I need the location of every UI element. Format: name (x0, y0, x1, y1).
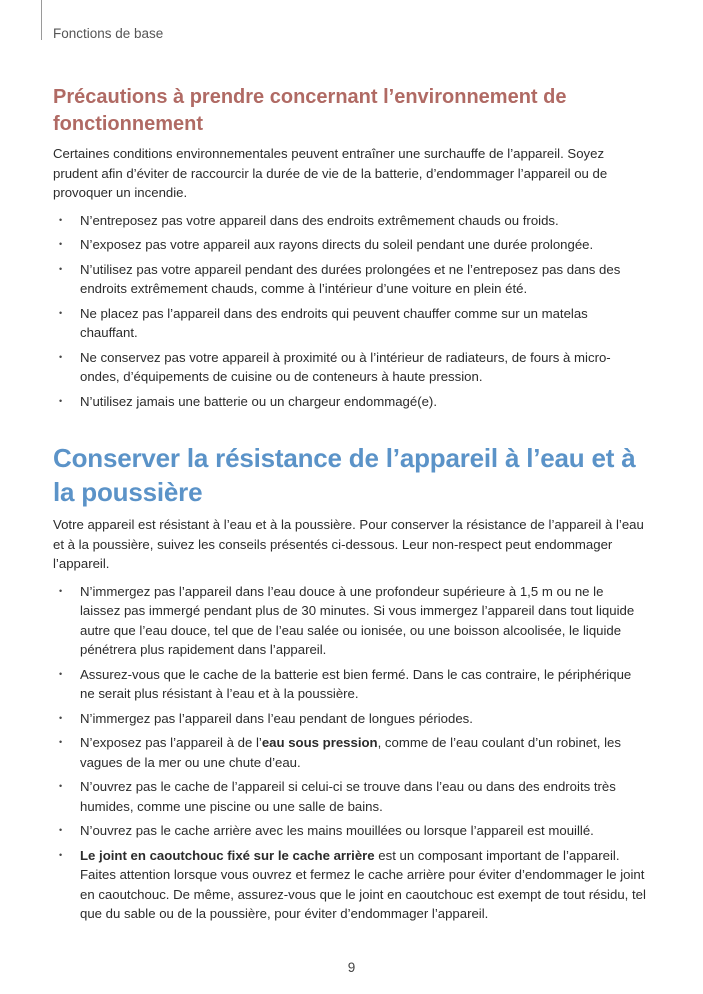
list-item: • Ne placez pas l’appareil dans des endroits qui peuvent chauffer comme sur un matelas chauffant. (53, 304, 647, 343)
section-intro-water-resistance: Votre appareil est résistant à l’eau et à la poussière. Pour conserver la résistance de l’appareil à l’eau et à la poussière, suivez les conseils présentés ci-dessous. Leur non-respect peut endommager l’appareil. (53, 517, 644, 571)
list-item: • N’utilisez jamais une batterie ou un chargeur endommagé(e). (53, 392, 647, 412)
section-title-precautions: Précautions à prendre concernant l’environnement de fonctionnement (53, 86, 567, 135)
item-emphasis: Le joint en caoutchouc fixé sur le cache arrière (80, 847, 375, 863)
water-resistance-list (53, 582, 647, 924)
page-content (53, 84, 647, 929)
list-item: • N’exposez pas votre appareil aux rayons directs du soleil pendant une durée prolongée. (53, 235, 647, 255)
section-header: Fonctions de base (53, 26, 164, 41)
list-item: • N’ouvrez pas le cache arrière avec les mains mouillées ou lorsque l’appareil est mouillé. (53, 821, 647, 841)
header-rule (41, 0, 42, 40)
precautions-list (53, 211, 647, 412)
item-text: est un composant important de l’appareil. Faites attention lorsque vous ouvrez et fermez le cache arrière pour éviter d’endommager le joint en caoutchouc. De même, assurez-vous que le joint en caoutchouc est exempt de tout résidu, tel que du sable ou de la poussière, pour éviter d’endommager l’appareil. (80, 847, 646, 921)
list-item: • N’entreposez pas votre appareil dans des endroits extrêmement chauds ou froids. (53, 211, 647, 231)
list-item: • N’utilisez pas votre appareil pendant des durées prolongées et ne l’entreposez pas dans des endroits extrêmement chauds, comme à l’intérieur d’une voiture en plein été. (53, 260, 647, 299)
section-intro-precautions: Certaines conditions environnementales peuvent entraîner une surchauffe de l’appareil. Soyez prudent afin d’éviter de raccourcir la durée de vie de la batterie, d’endommager l’appareil ou de provoquer un incendie. (53, 146, 608, 200)
list-item (53, 846, 647, 924)
item-text: N’exposez pas l’appareil à de l’ (80, 735, 262, 750)
list-item (53, 733, 647, 772)
list-item: • N’ouvrez pas le cache de l’appareil si celui-ci se trouve dans l’eau ou dans des endroits très humides, comme une piscine ou une salle de bains. (53, 777, 647, 816)
item-text: , comme de l’eau coulant d’un robinet, les vagues de la mer ou une chute d’eau. (80, 735, 621, 770)
list-item: • Ne conservez pas votre appareil à proximité ou à l’intérieur de radiateurs, de fours à micro-ondes, d’équipements de cuisine ou de conteneurs à haute pression. (53, 348, 647, 387)
list-item: • Assurez-vous que le cache de la batterie est bien fermé. Dans le cas contraire, le périphérique ne serait plus résistant à l’eau et à la poussière. (53, 665, 647, 704)
list-item: • N’immergez pas l’appareil dans l’eau pendant de longues périodes. (53, 709, 647, 729)
page-number: 9 (347, 960, 356, 975)
item-emphasis: eau sous pression (261, 735, 378, 750)
list-item: • N’immergez pas l’appareil dans l’eau douce à une profondeur supérieure à 1,5 m ou ne le laissez pas immergé pendant plus de 30 minutes. Si vous immergez l’appareil dans tout liquide autre que l’eau douce, tel que de l’eau salée ou ionisée, ou une boisson alcoolisée, le liquide pénétrera plus rapidement dans l’appareil. (53, 582, 647, 660)
section-title-water-resistance: Conserver la résistance de l’appareil à l’eau et à la poussière (53, 443, 636, 507)
